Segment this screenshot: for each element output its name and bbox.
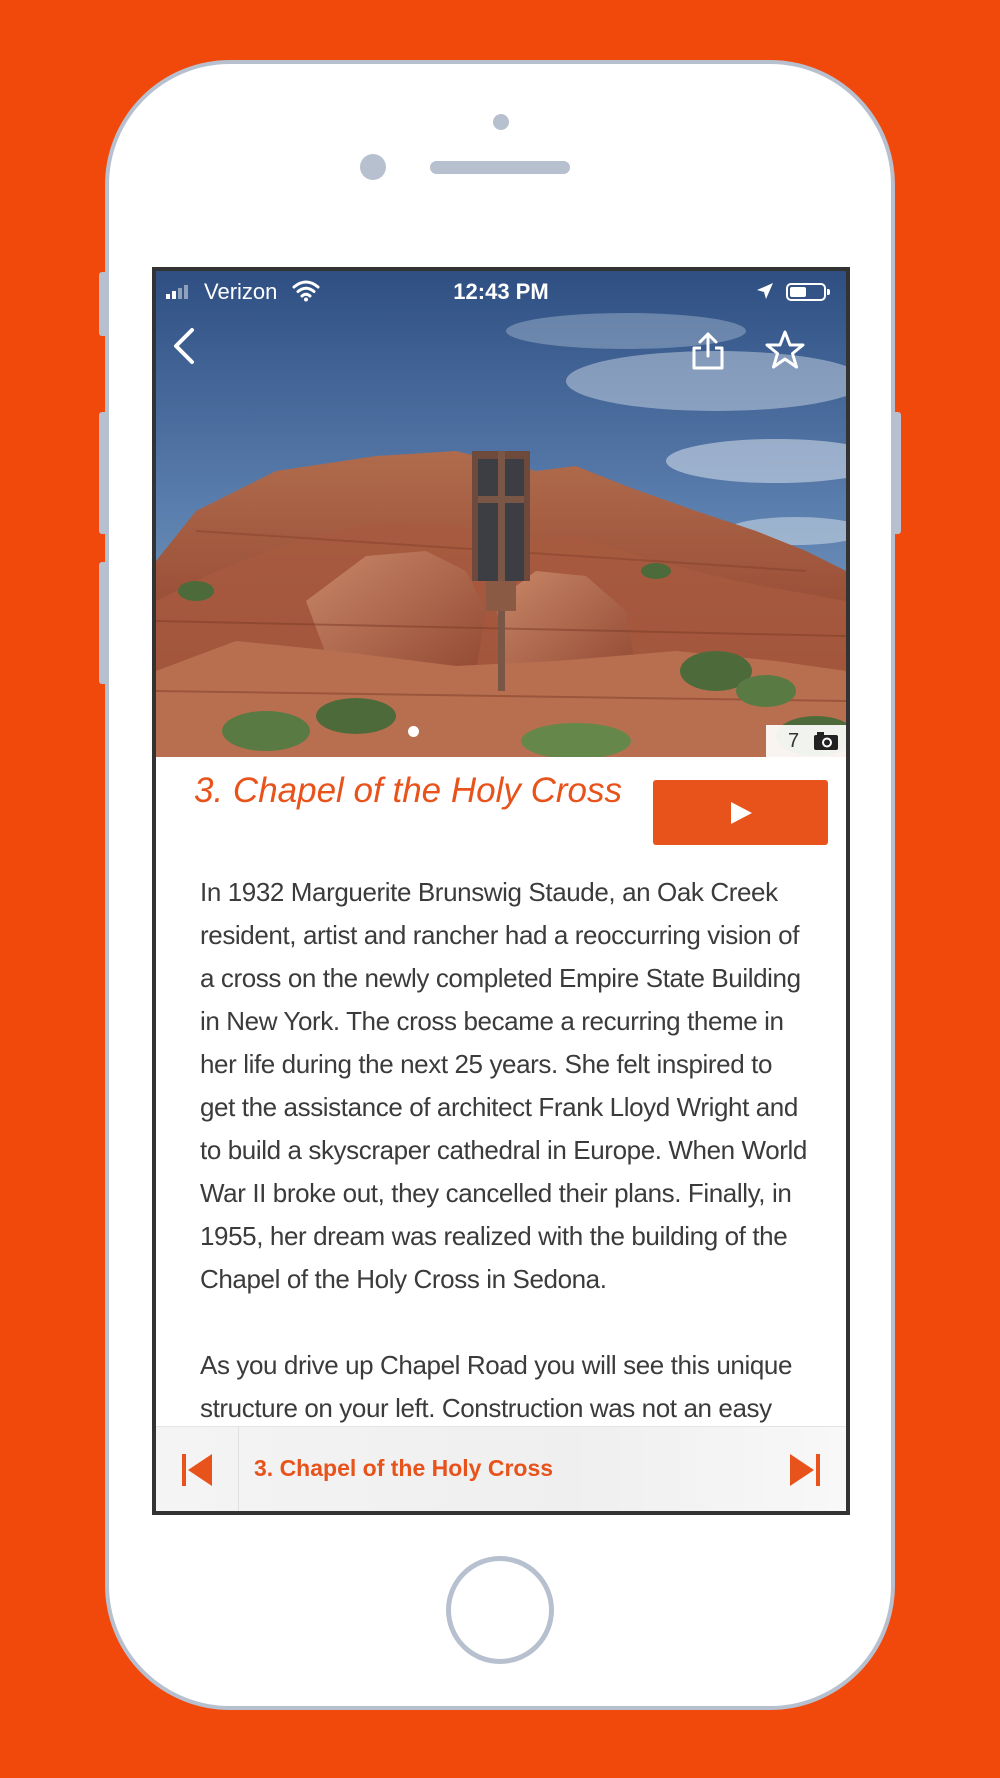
- description-paragraph: As you drive up Chapel Road you will see this unique structure on your left. Construction was not an easy: [200, 1350, 793, 1423]
- gallery-page-indicator[interactable]: [408, 726, 419, 737]
- description-text: [200, 871, 812, 1473]
- hero-photo[interactable]: [156, 271, 846, 757]
- battery-icon: [786, 283, 826, 301]
- status-bar: [156, 271, 846, 315]
- front-camera: [360, 154, 386, 180]
- skip-previous-icon: [180, 1452, 214, 1488]
- status-time: 12:43 PM: [453, 279, 549, 304]
- volume-up-button: [99, 412, 108, 534]
- chapel-photo: [156, 271, 846, 757]
- next-stop-button[interactable]: [764, 1427, 846, 1512]
- app-screen: [152, 267, 850, 1515]
- play-audio-button[interactable]: [653, 780, 828, 845]
- home-button[interactable]: [446, 1556, 554, 1664]
- camera-icon: [813, 731, 839, 751]
- power-button: [892, 412, 901, 534]
- skip-next-icon: [788, 1452, 822, 1488]
- current-stop-label[interactable]: 3. Chapel of the Holy Cross: [254, 1455, 554, 1481]
- volume-down-button: [99, 562, 108, 684]
- stop-navigation-bar: [156, 1426, 846, 1512]
- stop-title: 3. Chapel of the Holy Cross: [194, 771, 622, 810]
- carrier-name: Verizon: [204, 279, 278, 304]
- back-chevron-icon[interactable]: [168, 326, 198, 366]
- share-icon[interactable]: [690, 331, 726, 371]
- star-outline-icon[interactable]: [764, 329, 806, 371]
- earpiece-speaker: [430, 161, 570, 174]
- description-paragraph: In 1932 Marguerite Brunswig Staude, an Oak Creek resident, artist and rancher had a reoccurring vision of a cross on the newly completed Empire State Building in New York. The cross became a recurring theme in her life during the next 25 years. She felt inspired to get the assistance of architect Frank Lloyd Wright and to build a skyscraper cathedral in Europe. When World War II broke out, they cancelled their plans. Finally, in 1955, her dream was realized with the building of the Chapel of the Holy Cross in Sedona.: [200, 877, 807, 1294]
- photo-count-number: 7: [788, 729, 800, 752]
- photo-count-badge[interactable]: [766, 725, 846, 757]
- proximity-sensor: [493, 114, 509, 130]
- mute-switch: [99, 272, 108, 336]
- previous-stop-button[interactable]: [156, 1427, 239, 1512]
- play-icon: [728, 800, 754, 826]
- location-arrow-icon: [756, 282, 774, 300]
